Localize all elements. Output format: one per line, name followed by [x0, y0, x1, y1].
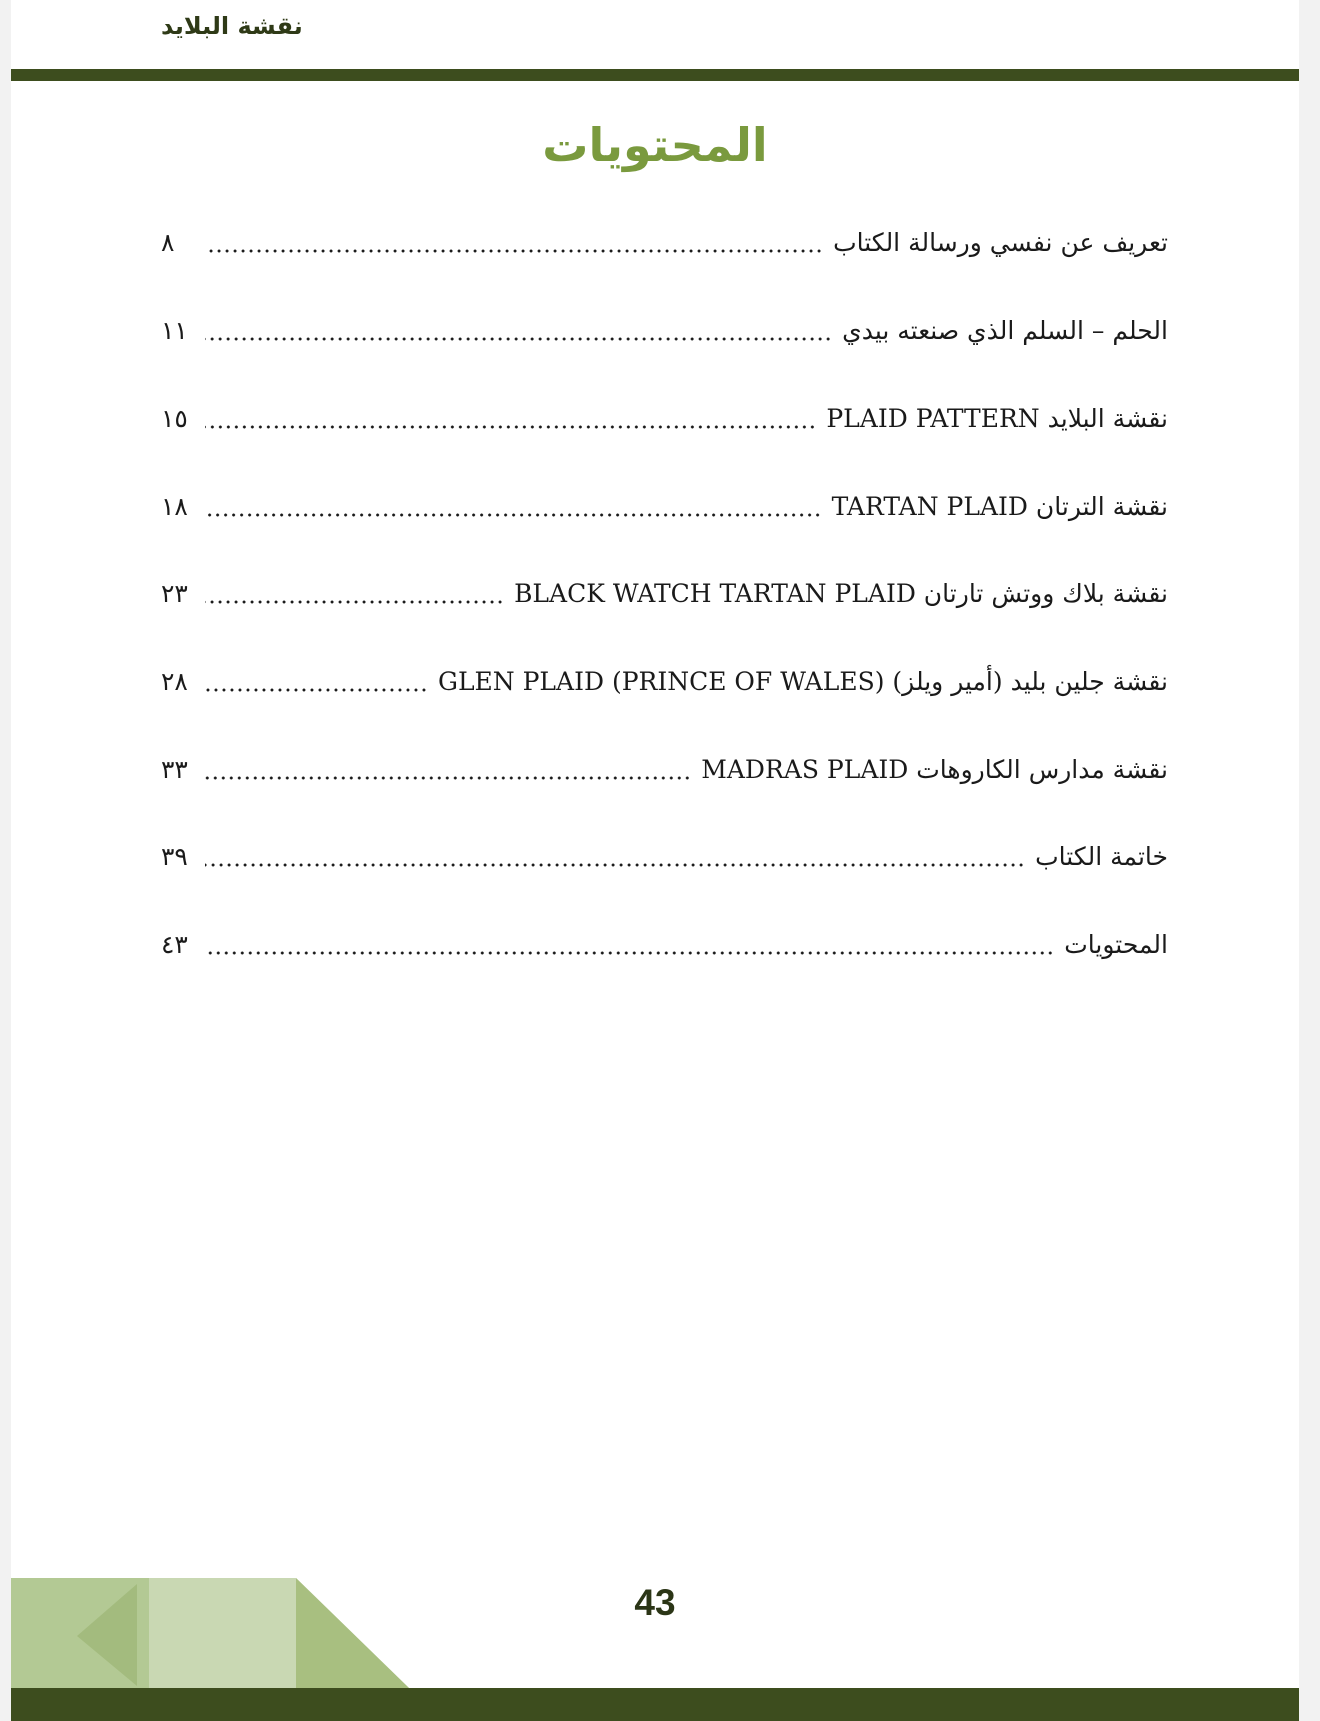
header-rule	[11, 69, 1299, 81]
toc-entry-page: ٣٣	[161, 754, 188, 784]
toc-entry-title: الحلم – السلم الذي صنعته بيدي	[842, 315, 1168, 345]
footer-rule	[11, 1688, 1299, 1721]
page-number: 43	[634, 1582, 676, 1623]
toc-entry-title: تعريف عن نفسي ورسالة الكتاب	[833, 227, 1168, 257]
toc-entry-page: ٣٩	[161, 841, 188, 871]
toc-entry-title: المحتويات	[1064, 929, 1168, 959]
dot-leader	[205, 776, 691, 780]
toc-entry-title: خاتمة الكتاب	[1035, 841, 1168, 871]
dot-leader	[205, 249, 823, 253]
toc-entry	[161, 831, 1168, 881]
toc-entry	[161, 305, 1168, 355]
toc-entry-page: ١١	[161, 315, 188, 345]
dot-leader	[205, 600, 504, 604]
toc-entry	[161, 656, 1168, 706]
toc-entry-title: نقشة مدارس الكاروهات MADRAS PLAID	[701, 754, 1168, 784]
dot-leader	[205, 863, 1025, 867]
toc-entry	[161, 393, 1168, 443]
toc-entry-page: ١٥	[161, 403, 188, 433]
dot-leader	[205, 688, 428, 692]
toc-entry-page: ٤٣	[161, 929, 188, 959]
running-header: نقشة البلايد	[161, 12, 303, 40]
toc-entry	[161, 744, 1168, 794]
toc-entry-title: نقشة البلايد PLAID PATTERN	[826, 403, 1168, 433]
toc-entry	[161, 217, 1168, 267]
book-page	[11, 0, 1299, 1721]
toc-entry-title: نقشة الترتان TARTAN PLAID	[831, 491, 1168, 521]
dot-leader	[205, 337, 832, 341]
toc-entry-page: ٢٣	[161, 578, 188, 608]
dot-leader	[205, 513, 822, 517]
toc-title: المحتويات	[542, 118, 768, 172]
toc-entry-page: ٨	[161, 227, 175, 257]
toc-entry-title: نقشة بلاك ووتش تارتان BLACK WATCH TARTAN PLAID	[514, 578, 1168, 608]
toc-entry-title: نقشة جلين بليد (أمير ويلز) GLEN PLAID (PRINCE OF WALES)	[437, 666, 1168, 696]
toc-entry-page: ٢٨	[161, 666, 188, 696]
dot-leader	[205, 951, 1054, 955]
toc-entry	[161, 481, 1168, 531]
toc-entry-page: ١٨	[161, 491, 188, 521]
dot-leader	[205, 425, 816, 429]
toc-entry	[161, 568, 1168, 618]
toc-entry	[161, 919, 1168, 969]
